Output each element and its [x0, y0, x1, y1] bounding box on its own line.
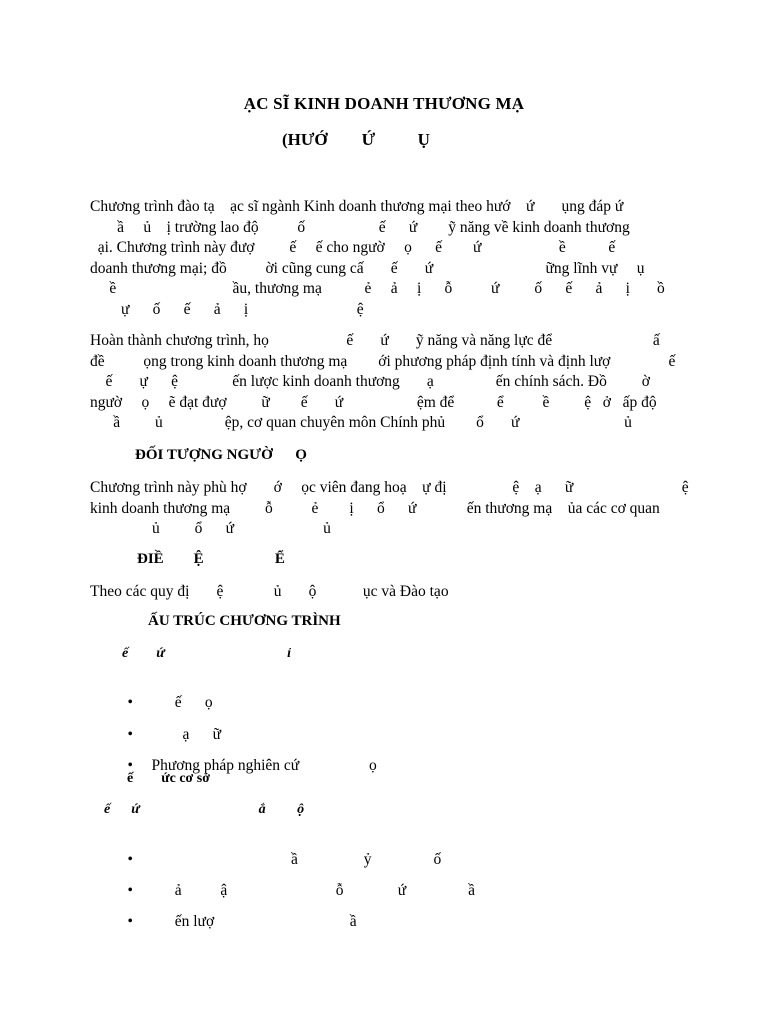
intro-paragraph — [90, 197, 690, 320]
outcome-line: ầ ủ ệp, cơ quan chuyên môn Chính phủ ổ ứ ủ — [90, 414, 632, 431]
list-item-text: ế ọ — [151, 694, 213, 711]
outcome-line: ngườ ọ ẽ đạt đượ ữ ế ứ ệm để ể ề ệ ở ấp độ — [90, 393, 657, 411]
intro-line: ại. Chương trình này đượ ế ế cho ngườ ọ ế ứ ề ế — [90, 239, 616, 256]
bullet-icon: • — [127, 694, 133, 711]
subhead-basic-knowledge: ế ức cơ sở — [127, 771, 210, 786]
bullet-icon: • — [127, 757, 133, 774]
list-item-text: Phương pháp nghiên cứ ọ — [151, 757, 377, 774]
subhead-general-knowledge: ế ứ ỉ — [122, 646, 291, 661]
outcome-paragraph — [90, 331, 690, 434]
admission-paragraph — [90, 582, 690, 603]
list-item — [112, 895, 357, 949]
target-paragraph — [90, 478, 690, 540]
intro-line: ự ố ế ả ị ệ — [90, 300, 364, 318]
list-item-text: ả ậ ỗ ứ ầ — [151, 882, 476, 899]
admission-line: Theo các quy đị ệ ủ ộ ục và Đào tạo — [90, 583, 449, 600]
subhead-required-knowledge: ế ứ ắ ộ — [104, 802, 305, 817]
list-item-text: ến lượ ầ — [151, 913, 357, 930]
intro-line: Chương trình đào tạ ạc sĩ ngành Kinh doanh thương mại theo hướ ứ ụng đáp ứ — [90, 198, 624, 215]
document-title: ẠC SĨ KINH DOANH THƯƠNG MẠ — [243, 94, 525, 113]
list-item-text: ạ ữ — [151, 726, 222, 743]
intro-line: ề ầu, thương mạ ẻ ả ị ỗ ứ ố ế ả ị ồ — [90, 280, 665, 297]
target-line: kinh doanh thương mạ ỗ ẻ ị ổ ứ ến thương mạ ủa các cơ quan — [90, 499, 660, 517]
list-item-text: ầ ỷ ố — [151, 851, 442, 868]
heading-admission: ĐIỀ Ệ Ể — [137, 551, 285, 567]
heading-target-learners: ĐỐI TƯỢNG NGƯỜ Ọ — [135, 447, 307, 463]
intro-line: doanh thương mại; đồ ời cũng cung cấ ế ứ ững lĩnh vự ụ — [90, 259, 645, 277]
outcome-line: đề ọng trong kinh doanh thương mạ ới phương pháp định tính và định lượ ế — [90, 352, 676, 370]
intro-line: ầ ủ ị trường lao độ ố ế ứ ỹ năng về kinh doanh thương — [90, 218, 630, 236]
bullet-icon: • — [127, 851, 133, 868]
bullet-icon: • — [127, 726, 133, 743]
bullet-icon: • — [127, 882, 133, 899]
heading-program-structure: ẤU TRÚC CHƯƠNG TRÌNH — [148, 613, 341, 629]
target-line: ủ ổ ứ ủ — [90, 520, 331, 537]
outcome-line: ế ự ệ ến lược kinh doanh thương ạ ến chính sách. Đồ ờ — [90, 373, 650, 390]
bullet-icon: • — [127, 913, 133, 930]
target-line: Chương trình này phù hợ ớ ọc viên đang hoạ ự đị ệ ạ ữ ệ — [90, 479, 689, 496]
outcome-line: Hoàn thành chương trình, họ ế ứ ỹ năng và năng lực để ấ — [90, 332, 660, 349]
document-subtitle: (HƯỚ Ứ Ụ — [282, 130, 430, 149]
